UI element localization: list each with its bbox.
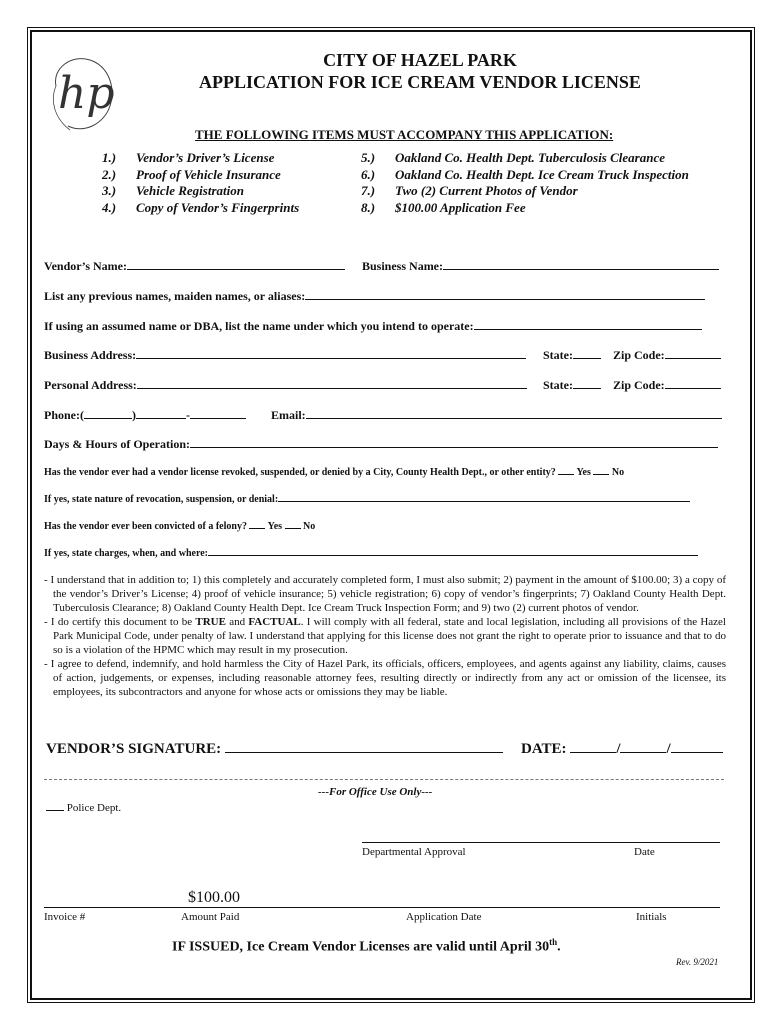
email-field[interactable]: Email:	[271, 408, 722, 423]
office-line[interactable]	[44, 907, 720, 908]
list-item: 8.) $100.00 Application Fee	[361, 199, 526, 215]
approval-line[interactable]	[362, 842, 720, 843]
requirements-left	[102, 150, 299, 216]
divider	[44, 779, 724, 780]
office-use-heading: ---For Office Use Only---	[318, 786, 433, 798]
signature-date-field[interactable]: DATE: / /	[521, 740, 723, 758]
personal-address-field[interactable]: Personal Address:	[44, 378, 527, 393]
personal-zip-field[interactable]: Zip Code:	[613, 378, 721, 393]
form-title: APPLICATION FOR ICE CREAM VENDOR LICENSE	[199, 72, 641, 92]
statement-understand: - I understand that in addition to; 1) this completely and accurately completed form, I must also submit; 2) payment in the amount of $100.00; 3) a copy of the vendor’s Driver’s License; 4) proof of vehicle insurance; 5) vehicle registration; 6) copy of vendor’s fingerprints; 7) Oakland County Health Dept. Tuberculosis Clearance; 8) Oakland County Health Dept. Ice Cream Truck Inspection Form; and 9) two (2) current photos of vendor.	[44, 574, 726, 614]
list-item: 2.) Proof of Vehicle Insurance	[102, 166, 281, 182]
business-name-field[interactable]: Business Name:	[362, 259, 719, 274]
revoked-detail-field[interactable]: If yes, state nature of revocation, suspension, or denial:	[44, 493, 690, 505]
city-logo	[44, 38, 126, 138]
previous-names-field[interactable]: List any previous names, maiden names, or aliases:	[44, 289, 705, 304]
personal-state-field[interactable]: State:	[543, 378, 601, 393]
invoice-label: Invoice #	[44, 911, 86, 923]
list-item: 3.) Vehicle Registration	[102, 183, 244, 198]
list-item: 7.) Two (2) Current Photos of Vendor	[361, 183, 578, 198]
revoked-question[interactable]: Has the vendor ever had a vendor license revoked, suspended, or denied by a City, County Health Dept., or other entity? Yes No	[44, 467, 625, 478]
phone-field[interactable]: Phone:( ) -	[44, 408, 246, 423]
dba-field[interactable]: If using an assumed name or DBA, list the name under which you intend to operate:	[44, 319, 702, 334]
requirements-heading: THE FOLLOWING ITEMS MUST ACCOMPANY THIS APPLICATION:	[195, 127, 614, 142]
business-address-field[interactable]: Business Address:	[44, 348, 526, 363]
vendor-signature-field[interactable]: VENDOR’S SIGNATURE:	[46, 740, 503, 758]
list-item: 4.) Copy of Vendor’s Fingerprints	[102, 199, 300, 215]
initials-label: Initials	[636, 911, 667, 923]
amount-value: $100.00	[188, 889, 240, 906]
revision-label: Rev. 9/2021	[676, 957, 719, 967]
vendor-name-field[interactable]: Vendor’s Name:	[44, 259, 345, 274]
validity-notice: IF ISSUED, Ice Cream Vendor Licenses are valid until April 30th.	[172, 937, 561, 955]
list-item: 6.) Oakland Co. Health Dept. Ice Cream Truck Inspection	[361, 166, 689, 182]
approval-date-label: Date	[634, 846, 655, 858]
felony-detail-field[interactable]: If yes, state charges, when, and where:	[44, 547, 698, 559]
police-dept-checkbox[interactable]: Police Dept.	[46, 801, 121, 814]
statement-certify: - I do certify this document to be TRUE and FACTUAL. I will comply with all federal, state and local legislation, including all provisions of the Hazel Park Municipal Code, under penalty of law. I understand that applying for this license does not grant the right to operate prior to issuance and that to do so is a violation of the HPMC which may result in my prosecution.	[44, 616, 726, 656]
logo-text: hp	[58, 68, 115, 119]
business-zip-field[interactable]: Zip Code:	[613, 348, 721, 363]
city-title: CITY OF HAZEL PARK	[323, 50, 517, 70]
days-hours-field[interactable]: Days & Hours of Operation:	[44, 437, 718, 452]
list-item: 1.) Vendor’s Driver’s License	[102, 150, 275, 165]
terms-statements	[44, 573, 726, 699]
dept-approval-label: Departmental Approval	[362, 846, 466, 858]
application-date-label: Application Date	[406, 911, 482, 923]
amount-paid-label: Amount Paid	[181, 911, 240, 923]
list-item: 5.) Oakland Co. Health Dept. Tuberculosis Clearance	[361, 150, 665, 165]
requirements-right	[361, 150, 689, 216]
business-state-field[interactable]: State:	[543, 348, 601, 363]
statement-indemnify: - I agree to defend, indemnify, and hold harmless the City of Hazel Park, its officials, officers, employees, and agents against any liability, claims, causes of action, judgements, or expenses, including reasonable attorney fees, resulting directly or indirectly from any act or omission of the licensee, its employees, its subcontractors and anyone for whose acts or omissions they may be liable.	[44, 658, 726, 698]
felony-question[interactable]: Has the vendor ever been convicted of a felony? Yes No	[44, 521, 316, 532]
